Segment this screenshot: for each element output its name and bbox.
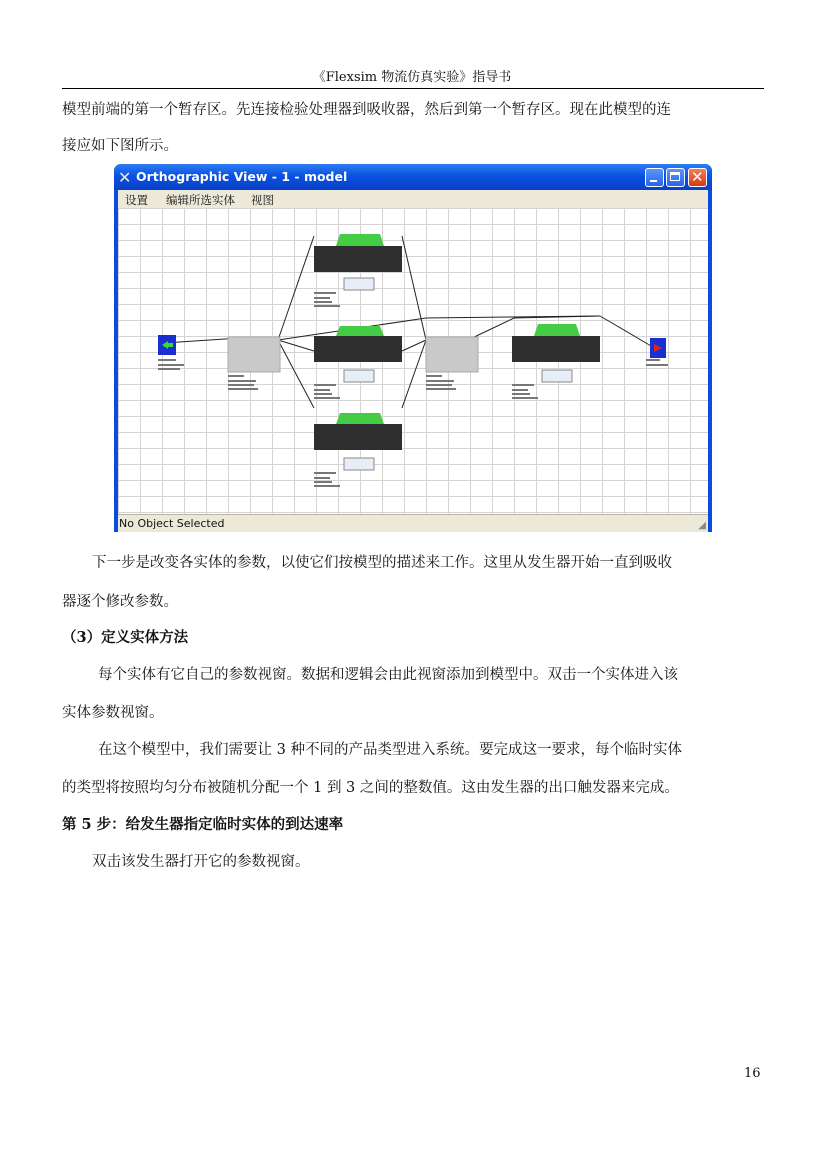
paragraph-2-line-2: 器逐个修改参数。 bbox=[62, 594, 178, 610]
entity-label-blurs bbox=[158, 292, 668, 487]
menu-view[interactable]: 视图 bbox=[251, 193, 274, 207]
paragraph-5-line-1: 双击该发生器打开它的参数视窗。 bbox=[92, 854, 310, 870]
status-bar bbox=[118, 514, 708, 532]
minimize-button[interactable] bbox=[645, 168, 664, 187]
paragraph-3-line-2: 实体参数视窗。 bbox=[62, 705, 164, 721]
processor-top-entity[interactable] bbox=[314, 234, 402, 290]
menu-edit-selected[interactable]: 编辑所选实体 bbox=[166, 193, 235, 207]
paragraph-1-line-2: 接应如下图所示。 bbox=[62, 138, 178, 154]
connection-lines bbox=[164, 236, 658, 408]
maximize-icon bbox=[670, 172, 680, 181]
orthographic-view-window bbox=[114, 164, 712, 532]
resize-grip-icon[interactable]: ◢ bbox=[698, 520, 706, 531]
close-button[interactable] bbox=[688, 168, 707, 187]
page-number: 16 bbox=[744, 1066, 761, 1081]
paragraph-4-line-2: 的类型将按照均匀分布被随机分配一个 1 到 3 之间的整数值。这由发生器的出口触发器来完成。 bbox=[62, 780, 679, 796]
flexsim-logo-icon: ✕ bbox=[118, 168, 132, 187]
menu-settings[interactable]: 设置 bbox=[125, 193, 148, 207]
paragraph-4-line-1: 在这个模型中，我们需要让 3 种不同的产品类型进入系统。要完成这一要求，每个临时实体 bbox=[98, 742, 682, 758]
model-canvas[interactable] bbox=[118, 208, 708, 514]
paragraph-1-line-1: 模型前端的第一个暂存区。先连接检验处理器到吸收器，然后到第一个暂存区。现在此模型的连 bbox=[62, 102, 671, 118]
sink-entity[interactable] bbox=[650, 338, 666, 358]
header-rule bbox=[62, 88, 764, 89]
queue-1-entity[interactable] bbox=[228, 337, 280, 372]
minimize-icon bbox=[650, 180, 657, 182]
window-title: Orthographic View - 1 - model bbox=[136, 169, 348, 184]
paragraph-2-line-1: 下一步是改变各实体的参数，以使它们按模型的描述来工作。这里从发生器开始一直到吸收 bbox=[92, 555, 672, 571]
paragraph-3-line-1: 每个实体有它自己的参数视窗。数据和逻辑会由此视窗添加到模型中。双击一个实体进入该 bbox=[98, 667, 678, 683]
queue-2-entity[interactable] bbox=[426, 337, 478, 372]
close-icon: ✕ bbox=[691, 168, 704, 186]
processor-middle-entity[interactable] bbox=[314, 326, 402, 382]
page-header: 《Flexsim 物流仿真实验》指导书 bbox=[312, 70, 512, 85]
status-text: No Object Selected bbox=[119, 517, 225, 530]
maximize-button[interactable] bbox=[666, 168, 685, 187]
window-titlebar[interactable] bbox=[114, 164, 712, 190]
section-heading: （3）定义实体方法 bbox=[62, 629, 189, 646]
inspector-entity[interactable] bbox=[512, 324, 600, 382]
menu-bar bbox=[118, 190, 708, 208]
source-entity[interactable] bbox=[158, 335, 176, 355]
step-heading: 第 5 步：给发生器指定临时实体的到达速率 bbox=[62, 816, 344, 833]
processor-bottom-entity[interactable] bbox=[314, 413, 402, 470]
model-diagram bbox=[118, 208, 708, 514]
